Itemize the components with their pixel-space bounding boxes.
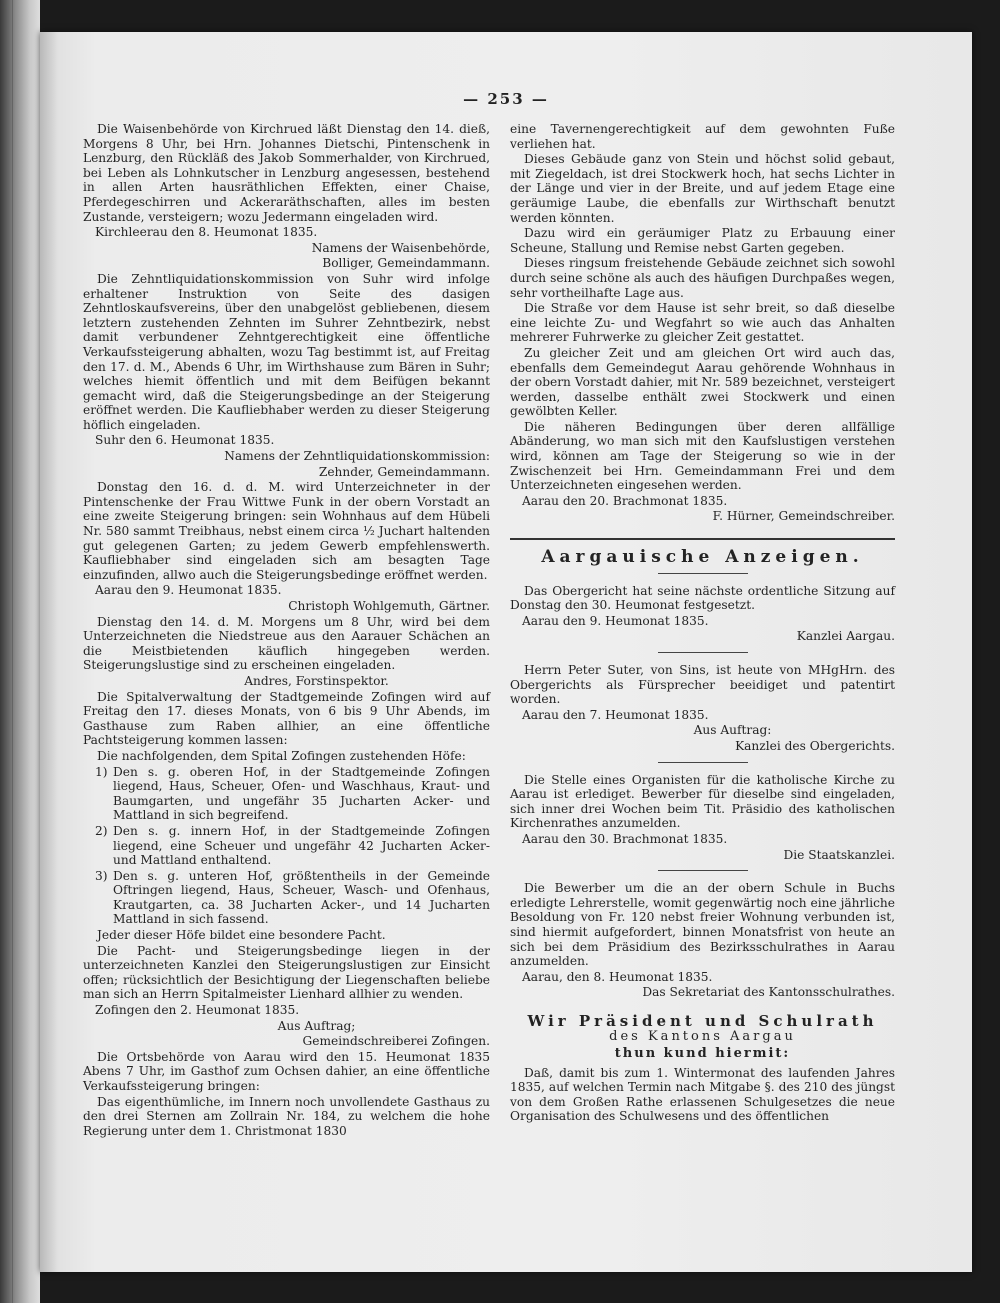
notice-date: Kirchleerau den 8. Heumonat 1835. <box>95 225 318 240</box>
divider <box>658 762 748 763</box>
left-column <box>83 122 490 1139</box>
section-divider <box>510 538 895 540</box>
list-item-text: Den s. g. unteren Hof, größtentheils in der Gemeinde Oftringen liegend, Haus, Scheuer, Wasch- und Ofenhaus, Krautgarten, ca. 38 Jucharten Acker-, und 14 Jucharten Mattland in sich fassend. <box>113 868 490 927</box>
notice-signature: Kanzlei des Obergerichts. <box>735 738 895 753</box>
notice-riedstreue: Dienstag den 14. d. M. Morgens um 8 Uhr, wird bei dem Unterzeichneten die Niedstreue aus den Aarauer Schächen an die Meistbietenden käuflich hingegeben werden. Steigerungslustige sind zu erscheinen eingeladen. <box>83 614 490 673</box>
list-item <box>83 869 490 927</box>
notice-obergericht-sitzung: Das Obergericht hat seine nächste ordentliche Sitzung auf Donstag den 30. Heumonat festgesetzt. <box>510 583 895 613</box>
list-item-number: 3) <box>95 868 108 883</box>
divider <box>658 573 748 574</box>
notice-paragraph: Die Straße vor dem Hause ist sehr breit, so daß dieselbe eine leichte Zu- und Wegfahrt so wie auch das Anhalten mehrerer Fuhrwerke zu gleicher Zeit gestattet. <box>510 301 895 345</box>
page-gutter-shadow <box>40 32 58 1272</box>
notice-zehntliquidation: Die Zehntliquidationskommission von Suhr wird infolge erhaltener Instruktion von Seite des dasigen Zehntloskaufsvereins, über den unabgelöst gebliebenen, diesem letztern zustehenden Zehnten im Suhrer Zehntbezirk, nebst damit verbundener Zehntgerechtigkeit eine öffentliche Verkaufssteigerung abhalten, wozu Tag bestimmt ist, auf Freitag den 17. d. M., Abends 6 Uhr, im Wirthshause zum Bären in Suhr; welches hiemit öffentlich und mit dem Beifügen bekannt gemacht wird, daß die Steigerungsbedinge an der Steigerung eröffnet werden. Die Kaufliebhaber werden zu dieser Steigerung höflich eingeladen. <box>83 271 490 432</box>
notice-date: Aarau den 30. Brachmonat 1835. <box>522 831 728 846</box>
notice-date: Aarau den 9. Heumonat 1835. <box>522 613 709 628</box>
notice-lehrerstelle-buchs: Die Bewerber um die an der obern Schule in Buchs erledigte Lehrerstelle, womit gegenwärtig noch eine jährliche Besoldung von Fr. 120 nebst freier Wohnung verbunden ist, sind hiermit aufgefordert, binnen Monatsfrist von heute an sich bei dem Präsidium des Bezirksschulrathes in Aarau anzumelden. <box>510 881 895 969</box>
notice-date: Zofingen den 2. Heumonat 1835. <box>95 1003 300 1018</box>
list-item-number: 1) <box>95 764 108 779</box>
notice-spitalverwaltung: Die Spitalverwaltung der Stadtgemeinde Zofingen wird auf Freitag den 17. dieses Monats, von 6 bis 9 Uhr Abends, im Gasthause zum Raben allhier, an eine öffentliche Pachtsteigerung kommen lassen: <box>83 689 490 748</box>
notice-signature: Aus Auftrag; <box>277 1018 356 1033</box>
notice-signature: Aus Auftrag: <box>693 723 772 738</box>
notice-wohnhaus-huebeli: Donstag den 16. d. d. M. wird Unterzeichneter in der Pintenschenke der Frau Wittwe Funk in der obern Vorstadt an eine zweite Steigerung bringen: sein Wohnhaus auf dem Hübeli Nr. 580 sammt Treibhaus, nebst einem circa ½ Juchart haltenden gut gelegenen Garten; zu jedem Gewerb empfehlenswerth. Kaufliebhaber sind eingeladen sich am besagten Tage einzufinden, allwo auch die Steigerungsbedinge eröffnet werden. <box>83 480 490 582</box>
notice-paragraph: Dieses ringsum freistehende Gebäude zeichnet sich sowohl durch seine schöne als auch des häufigen Durchpaßes wegen, sehr vortheilhafte Lage aus. <box>510 256 895 300</box>
spine-edge <box>12 0 13 1303</box>
right-column <box>510 122 895 1125</box>
notice-organist: Die Stelle eines Organisten für die katholische Kirche zu Aarau ist erlediget. Bewerber für dieselbe sind eingeladen, sich inner drei Wochen beim Tit. Präsidio des katholischen Kirchenrathes anzumelden. <box>510 772 895 831</box>
notice-signature: Namens der Waisenbehörde, <box>311 240 490 255</box>
notice-date: Aarau den 7. Heumonat 1835. <box>522 707 709 722</box>
notice-date: Aarau den 20. Brachmonat 1835. <box>522 493 728 508</box>
notice-paragraph: Die Pacht- und Steigerungsbedinge liegen in der unterzeichneten Kanzlei den Steigerungslustigen zur Einsicht offen; rücksichtlich der Besichtigung der Liegenschaften beliebe man sich an Herrn Spitalmeister Lienhard allhier zu wenden. <box>83 943 490 1002</box>
notice-paragraph: Dieses Gebäude ganz von Stein und höchst solid gebaut, mit Ziegeldach, ist drei Stockwerk hoch, hat sechs Lichter in der Länge und vier in der Breite, und auf jedem Etage eine geräumige Laube, die ebenfalls zur Wirthschaft benutzt werden könnten. <box>510 152 895 225</box>
notice-paragraph: Dazu wird ein geräumiger Platz zu Erbauung einer Scheune, Stallung und Remise nebst Garten gegeben. <box>510 226 895 255</box>
notice-signature: Das Sekretariat des Kantonsschulrathes. <box>642 985 895 1000</box>
notice-signature: Christoph Wohlgemuth, Gärtner. <box>288 599 490 613</box>
notice-date: Suhr den 6. Heumonat 1835. <box>95 433 275 448</box>
divider <box>658 870 748 871</box>
list-item <box>83 824 490 868</box>
list-item-number: 2) <box>95 823 108 838</box>
list-item-text: Den s. g. oberen Hof, in der Stadtgemeinde Zofingen liegend, Haus, Scheuer, Ofen- und Waschhaus, Kraut- und Baumgarten, und ungefähr 35 Jucharten Acker- und Mattland in sich begreifend. <box>113 764 490 823</box>
notice-signature: Andres, Forstinspektor. <box>244 673 389 688</box>
notice-date: Aarau den 9. Heumonat 1835. <box>95 583 282 598</box>
notice-paragraph: Das eigenthümliche, im Innern noch unvollendete Gasthaus zu den drei Sternen am Zollrain Nr. 184, zu welchem die hohe Regierung unter dem 1. Christmonat 1830 <box>83 1094 490 1138</box>
notice-signature: F. Hürner, Gemeindschreiber. <box>712 509 895 524</box>
notice-signature: Zehnder, Gemeindammann. <box>318 464 490 479</box>
notice-signature: Namens der Zehntliquidationskommission: <box>224 449 490 464</box>
proclamation-subtitle: thun kund hiermit: <box>614 1046 791 1062</box>
hoefe-list <box>83 765 490 928</box>
notice-continuation: eine Tavernengerechtigkeit auf dem gewohnten Fuße verliehen hat. <box>510 122 895 151</box>
page-number: — 253 — <box>463 90 549 108</box>
section-title: Aargauische Anzeigen. <box>541 547 864 568</box>
notice-date: Aarau, den 8. Heumonat 1835. <box>522 969 713 984</box>
notice-waisenbehoerde: Die Waisenbehörde von Kirchrued läßt Dienstag den 14. dieß, Morgens 8 Uhr, bei Hrn. Johannes Dietschi, Pintenschenk in Lenzburg, den Rückläß des Jakob Sommerhalder, von Kirchrued, bei Leben als Lohnkutscher in Lenzburg angesessen, bestehend in allen Arten hausräthlichen Effekten, einer Chaise, Pferdegeschirren und Ackeraräthschaften, alles im besten Zustande, versteigern; wozu Jedermann eingeladen wird. <box>83 122 490 224</box>
proclamation-subtitle: des Kantons Aargau <box>609 1029 796 1045</box>
book-spine <box>0 0 40 1303</box>
notice-fuersprecher: Herrn Peter Suter, von Sins, ist heute von MHgHrn. des Obergerichts als Fürsprecher beeidiget und patentirt worden. <box>510 663 895 707</box>
notice-paragraph: Jeder dieser Höfe bildet eine besondere Pacht. <box>97 928 386 943</box>
notice-signature: Kanzlei Aargau. <box>796 629 895 644</box>
proclamation-title: Wir Präsident und Schulrath <box>527 1011 878 1030</box>
proclamation-text: Daß, damit bis zum 1. Wintermonat des laufenden Jahres 1835, auf welchen Termin nach Mitgabe §. des 210 des jüngst von dem Großen Rathe erlassenen Schulgesetzes die neue Organisation des Schulwesens und des öffentlichen <box>510 1065 895 1124</box>
notice-signature: Gemeindschreiberei Zofingen. <box>302 1034 490 1049</box>
divider <box>658 652 748 653</box>
notice-signature: Die Staatskanzlei. <box>783 847 895 862</box>
list-item <box>83 765 490 823</box>
notice-paragraph: Die näheren Bedingungen über deren allfällige Abänderung, wo man sich mit den Kaufslustigen verstehen wird, können am Tage der Steigerung so wie in der Zwischenzeit bei Hrn. Gemeindammann Frei und dem Unterzeichneten eingesehen werden. <box>510 419 895 493</box>
notice-ortsbehoerde-aarau: Die Ortsbehörde von Aarau wird den 15. Heumonat 1835 Abens 7 Uhr, im Gasthof zum Ochsen dahier, an eine öffentliche Verkaufssteigerung bringen: <box>83 1049 490 1093</box>
notice-paragraph: Zu gleicher Zeit und am gleichen Ort wird auch das, ebenfalls dem Gemeindegut Aarau gehörende Wohnhaus in der obern Vorstadt dahier, mit Nr. 589 bezeichnet, versteigert werden, dasselbe enthält zwei Stockwerk und einen gewölbten Keller. <box>510 345 895 419</box>
notice-hoefe-intro: Die nachfolgenden, dem Spital Zofingen zustehenden Höfe: <box>97 748 466 763</box>
notice-signature: Bolliger, Gemeindammann. <box>322 256 490 271</box>
list-item-text: Den s. g. innern Hof, in der Stadtgemeinde Zofingen liegend, eine Scheuer und ungefähr 42 Jucharten Acker- und Mattland enthaltend. <box>113 823 490 868</box>
